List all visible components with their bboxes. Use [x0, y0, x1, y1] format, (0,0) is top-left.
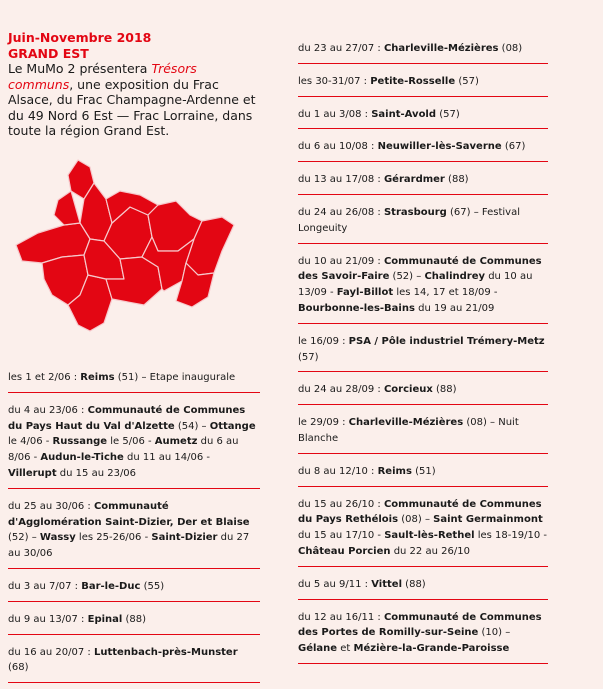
schedule-entry: du 24 au 28/09 : Corcieux (88) [298, 378, 548, 405]
intro-region: GRAND EST [8, 45, 89, 61]
intro-title: Trésors communs [8, 61, 197, 92]
right-schedule-list [298, 37, 548, 670]
left-schedule-list [8, 366, 260, 689]
schedule-entry: du 12 au 16/11 : Communauté de Communes des Portes de Romilly-sur-Seine (10) – Gélane et Mézière-la-Grande-Paroisse [298, 606, 548, 664]
schedule-entry: du 10 au 21/09 : Communauté de Communes des Savoir-Faire (52) – Chalindrey du 10 au 13/09 - Fayl-Billot les 14, 17 et 18/09 - Bourbonne-les-Bains du 19 au 21/09 [298, 250, 548, 324]
schedule-entry: du 1 au 3/08 : Saint-Avold (57) [298, 103, 548, 130]
grand-est-map [8, 155, 240, 340]
schedule-entry: les 30-31/07 : Petite-Rosselle (57) [298, 70, 548, 97]
left-column [8, 0, 260, 674]
intro-date: Juin-Novembre 2018 [8, 30, 152, 45]
schedule-entry: du 8 au 12/10 : Reims (51) [298, 460, 548, 487]
schedule-entry: les 1 et 2/06 : Reims (51) – Etape inaugurale [8, 366, 260, 393]
intro-block [8, 0, 260, 139]
schedule-entry: du 6 au 10/08 : Neuwiller-lès-Saverne (67) [298, 135, 548, 162]
schedule-entry: du 15 au 26/10 : Communauté de Communes du Pays Rethélois (08) – Saint Germainmont du 15 au 17/10 - Sault-lès-Rethel les 18-19/10 - Château Porcien du 22 au 26/10 [298, 493, 548, 567]
intro-text: Le MuMo 2 présentera Trésors communs, une exposition du Frac Alsace, du Frac Champagne-Ardenne et du 49 Nord 6 Est — Frac Lorraine, dans toute la région Grand Est. [8, 61, 256, 138]
schedule-entry: du 4 au 23/06 : Communauté de Communes du Pays Haut du Val d'Alzette (54) – Ottange le 4/06 - Russange le 5/06 - Aumetz du 6 au 8/06 - Audun-le-Tiche du 11 au 14/06 - Villerupt du 15 au 23/06 [8, 399, 260, 489]
schedule-entry: du 25 au 30/06 : Communauté d'Agglomération Saint-Dizier, Der et Blaise (52) – Wassy les 25-26/06 - Saint-Dizier du 27 au 30/06 [8, 495, 260, 569]
schedule-entry: du 9 au 13/07 : Epinal (88) [8, 608, 260, 635]
schedule-entry: du 16 au 20/07 : Luttenbach-près-Munster (68) [8, 641, 260, 684]
schedule-entry: du 5 au 9/11 : Vittel (88) [298, 573, 548, 600]
schedule-entry: le 16/09 : PSA / Pôle industriel Trémery-Metz (57) [298, 330, 548, 373]
schedule-entry: du 3 au 7/07 : Bar-le-Duc (55) [8, 575, 260, 602]
schedule-entry: du 23 au 27/07 : Charleville-Mézières (08) [298, 37, 548, 64]
schedule-entry: du 13 au 17/08 : Gérardmer (88) [298, 168, 548, 195]
schedule-entry: du 24 au 26/08 : Strasbourg (67) – Festival Longeuity [298, 201, 548, 244]
schedule-entry: le 29/09 : Charleville-Mézières (08) – Nuit Blanche [298, 411, 548, 454]
